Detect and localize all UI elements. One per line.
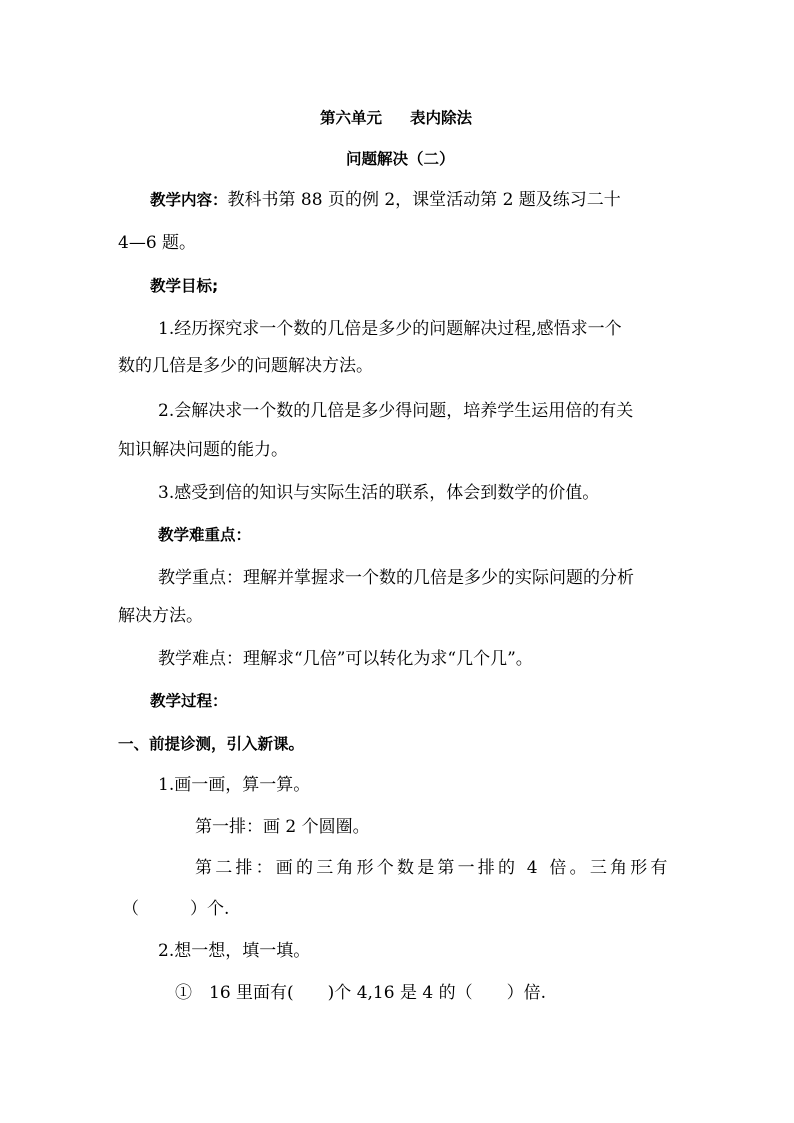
keypoints-heading: 教学难重点：	[158, 526, 252, 544]
section-title: 表内除法	[410, 109, 473, 127]
goal-3: 3.感受到倍的知识与实际生活的联系，体会到数学的价值。	[158, 483, 600, 503]
unit-title: 第六单元	[320, 109, 383, 127]
content-label: 教学内容：	[150, 191, 228, 209]
question-1-row-1: 第一排：画 2 个圆圈。	[195, 817, 370, 837]
goal-2-line-2: 知识解决问题的能力。	[118, 440, 288, 460]
key-point-line-2: 解决方法。	[118, 606, 203, 626]
question-1-row-2: 第二排：画的三角形个数是第一排的 4 倍。三角形有	[195, 858, 671, 878]
content-text: 教科书第 88 页的例 2，课堂活动第 2 题及练习二十	[227, 190, 621, 210]
question-2: 2.想一想，填一填。	[158, 941, 311, 961]
document-title	[320, 107, 472, 129]
question-2-item-1: ① 16 里面有( )个 4,16 是 4 的（ ）倍.	[175, 983, 546, 1003]
process-heading: 教学过程：	[150, 692, 228, 710]
question-1-row-2-continued: （ ）个.	[122, 899, 230, 919]
content-paragraph-line-2: 4—6 题。	[118, 233, 197, 253]
goal-2-line-1: 2.会解决求一个数的几倍是多少得问题，培养学生运用倍的有关	[158, 401, 634, 421]
goals-heading: 教学目标;	[150, 277, 219, 295]
content-paragraph-line-1	[150, 189, 621, 211]
difficulty-point: 教学难点：理解求“几倍”可以转化为求“几个几”。	[158, 649, 533, 669]
step-1-heading: 一、前提诊测，引入新课。	[118, 735, 305, 753]
document-subtitle: 问题解决（二）	[346, 150, 455, 168]
goal-1-line-2: 数的几倍是多少的问题解决方法。	[118, 356, 373, 376]
question-1: 1.画一画，算一算。	[158, 775, 311, 795]
key-point-line-1: 教学重点：理解并掌握求一个数的几倍是多少的实际问题的分析	[158, 568, 634, 588]
goal-1-line-1: 1.经历探究求一个数的几倍是多少的问题解决过程,感悟求一个	[158, 319, 622, 339]
